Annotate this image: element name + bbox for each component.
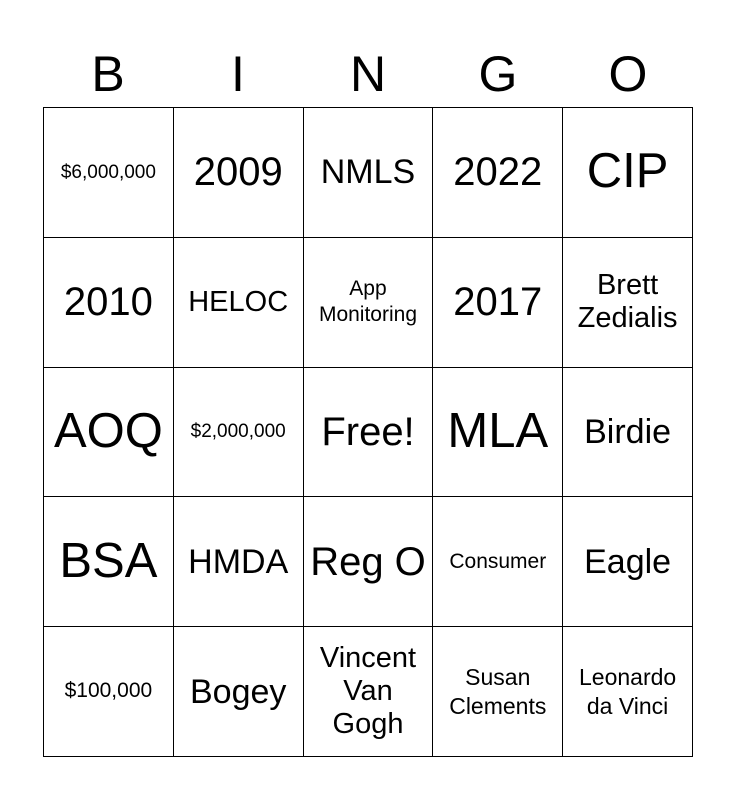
bingo-cell-r1-c4[interactable]: 2022 (433, 108, 563, 238)
bingo-cell-r4-c4[interactable]: Consumer (433, 497, 563, 627)
bingo-cell-r3-c4[interactable]: MLA (433, 368, 563, 498)
bingo-cell-r4-c2[interactable]: HMDA (174, 497, 304, 627)
bingo-cell-r4-c3[interactable]: Reg O (304, 497, 434, 627)
bingo-cell-r2-c1[interactable]: 2010 (44, 238, 174, 368)
bingo-cell-r4-c5[interactable]: Eagle (563, 497, 693, 627)
bingo-cell-r3-c3 free-space[interactable]: Free! (304, 368, 434, 498)
bingo-cell-r3-c5[interactable]: Birdie (563, 368, 693, 498)
bingo-cell-r3-c2[interactable]: $2,000,000 (174, 368, 304, 498)
header-letter-g: G (478, 46, 518, 102)
bingo-board (43, 107, 693, 757)
bingo-cell-r3-c1[interactable]: AOQ (44, 368, 174, 498)
bingo-cell-r2-c3[interactable]: App Monitoring (304, 238, 434, 368)
header-letter-i: I (231, 46, 245, 102)
bingo-cell-r2-c5[interactable]: Brett Zedialis (563, 238, 693, 368)
bingo-cell-r5-c1[interactable]: $100,000 (44, 627, 174, 757)
bingo-cell-r1-c1[interactable]: $6,000,000 (44, 108, 174, 238)
bingo-cell-r2-c2[interactable]: HELOC (174, 238, 304, 368)
bingo-cell-r2-c4[interactable]: 2017 (433, 238, 563, 368)
bingo-cell-r5-c3[interactable]: Vincent Van Gogh (304, 627, 434, 757)
bingo-header (43, 40, 693, 108)
bingo-cell-r1-c3[interactable]: NMLS (304, 108, 434, 238)
header-letter-o: O (608, 46, 648, 102)
bingo-cell-r5-c5[interactable]: Leonardo da Vinci (563, 627, 693, 757)
header-letter-n: N (349, 46, 387, 102)
bingo-cell-r5-c2[interactable]: Bogey (174, 627, 304, 757)
header-letter-b: B (91, 46, 125, 102)
bingo-cell-r1-c5[interactable]: CIP (563, 108, 693, 238)
bingo-cell-r4-c1[interactable]: BSA (44, 497, 174, 627)
bingo-cell-r5-c4[interactable]: Susan Clements (433, 627, 563, 757)
bingo-cell-r1-c2[interactable]: 2009 (174, 108, 304, 238)
